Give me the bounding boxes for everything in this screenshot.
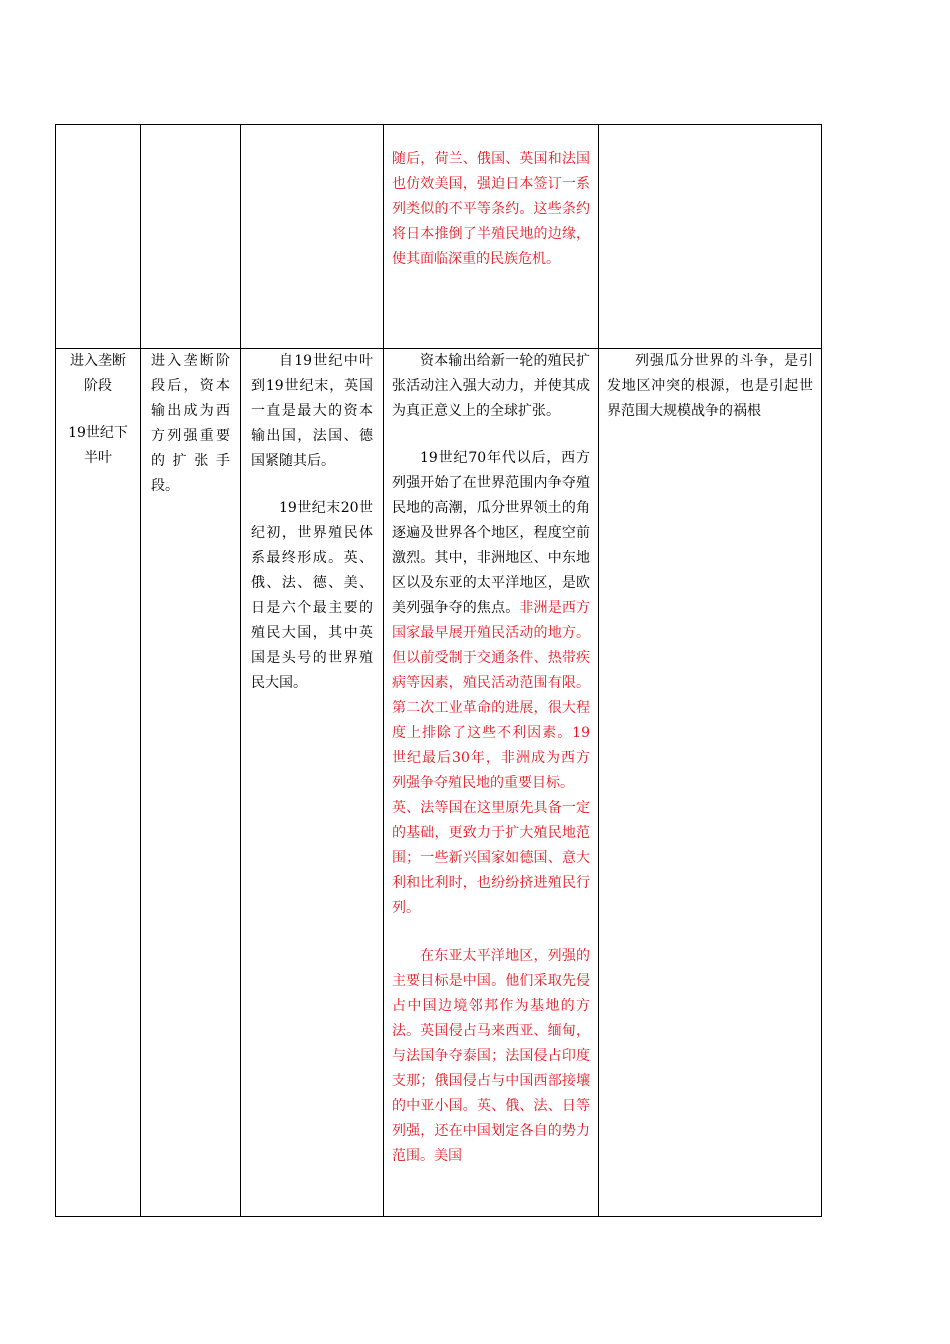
table-cell: [141, 125, 241, 349]
table-cell: [241, 125, 384, 349]
table-cell: [384, 349, 599, 1217]
capital-export-countries: 自19世纪中叶到19世纪末，英国一直是最大的资本输出国，法国、德国紧随其后。: [251, 353, 373, 469]
paragraph-japan-treaties: 随后，荷兰、俄国、英国和法国也仿效美国，强迫日本签订一系列类似的不平等条约。这些条约将日本推倒了半殖民地的边缘，使其面临深重的民族危机。: [392, 151, 590, 267]
capital-export-text: 进入垄断阶段后，资本输出成为西方列强重要的扩张手段。: [151, 353, 230, 494]
table-cell: [141, 349, 241, 1217]
expansion-text: 资本输出给新一轮的殖民扩张活动注入强大动力，并使其成为真正意义上的全球扩张。: [392, 353, 590, 419]
africa-powers-text: 英、法等国在这里原先具备一定的基础，更致力于扩大殖民地范围；一些新兴国家如德国、意大利和比利时，也纷纷挤进殖民行列。: [392, 800, 590, 916]
stage-time: 19世纪下半叶: [68, 425, 128, 466]
conflict-root-text: 列强瓜分世界的斗争，是引发地区冲突的根源，也是引起世界范围大规模战争的祸根: [607, 353, 813, 419]
stage-name: 进入垄断阶段: [70, 353, 126, 394]
table-row: [56, 125, 822, 349]
history-table: [55, 124, 822, 1217]
africa-text: 非洲是西方国家最早展开殖民活动的地方。但以前受制于交通条件、热带疾病等因素，殖民活动范围有限。第二次工业革命的进展，很大程度上排除了这些不利因素。19世纪最后30年，非洲成为西方列强争夺殖民地的重要目标。: [392, 600, 591, 791]
table-row: [56, 349, 822, 1217]
table-cell: [241, 349, 384, 1217]
table-cell: [599, 349, 822, 1217]
scramble-text: [392, 446, 590, 796]
table-cell: [599, 125, 822, 349]
table-cell: [56, 349, 141, 1217]
east-asia-text: 在东亚太平洋地区，列强的主要目标是中国。他们采取先侵占中国边境邻邦作为基地的方法。英国侵占马来西亚、缅甸，与法国争夺泰国；法国侵占印度支那；俄国侵占与中国西部接壤的中亚小国。英、俄、法、日等列强，还在中国划定各自的势力范围。美国: [392, 948, 590, 1164]
table-cell: [56, 125, 141, 349]
table-cell: [384, 125, 599, 349]
scramble-text-black: 19世纪70年代以后，西方列强开始了在世界范围内争夺殖民地的高潮，瓜分世界领土的角逐遍及世界各个地区，程度空前激烈。其中，非洲地区、中东地区以及东亚的太平洋地区，是欧美列强争夺的焦点。: [392, 450, 590, 616]
colonial-system-text: 19世纪末20世纪初，世界殖民体系最终形成。英、俄、法、德、美、日是六个最主要的殖民大国，其中英国是头号的世界殖民大国。: [251, 500, 373, 691]
